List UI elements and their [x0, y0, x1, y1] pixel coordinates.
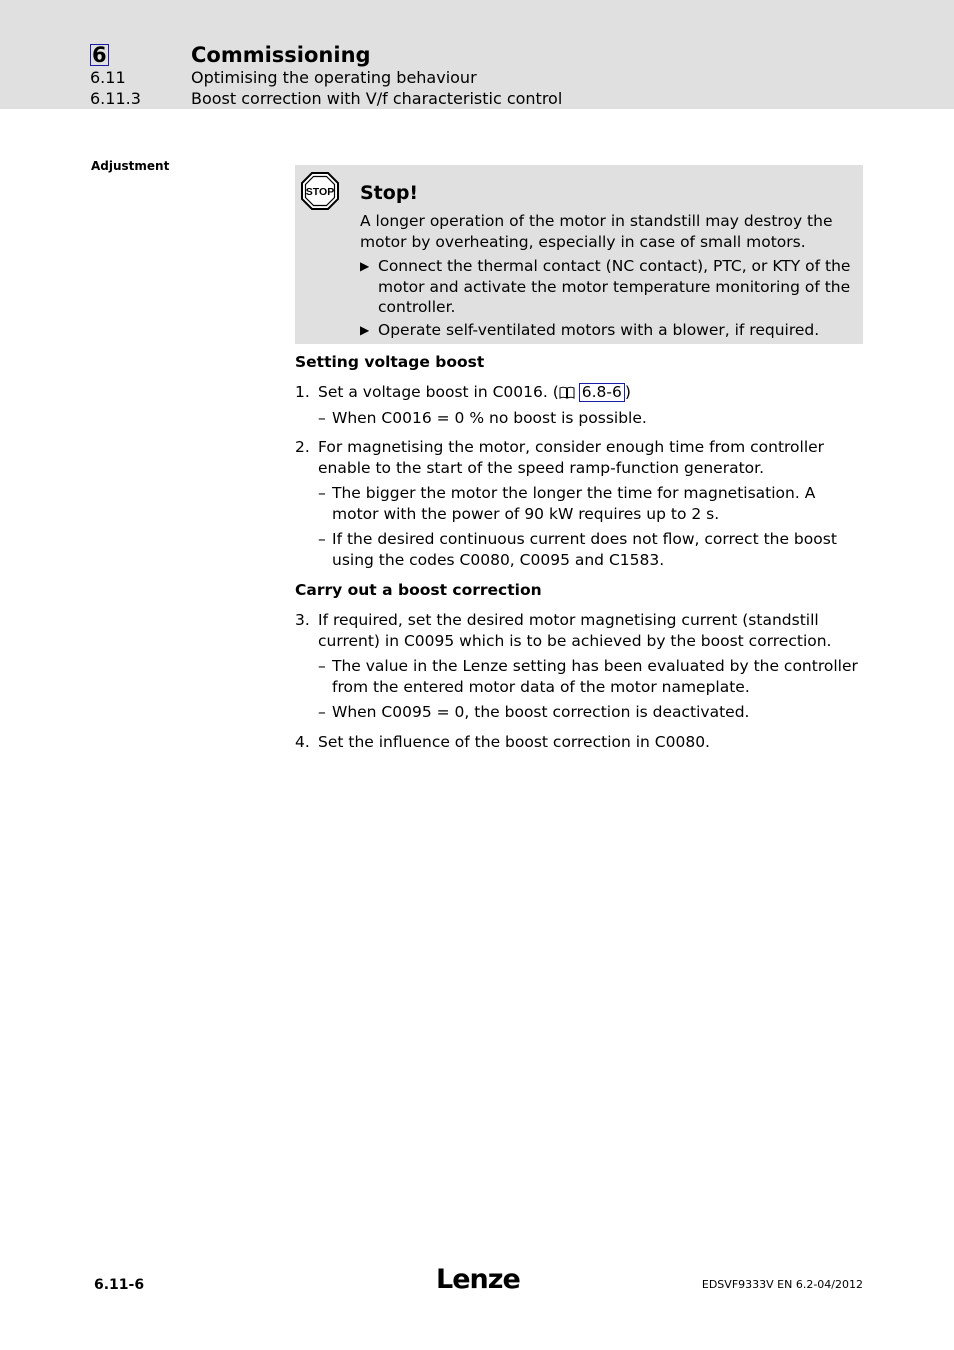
step-number: 3.: [295, 611, 310, 629]
side-label: Adjustment: [91, 159, 170, 173]
step-number: 4.: [295, 733, 310, 751]
section-number: 6.11: [90, 68, 126, 87]
document-id: EDSVF9333V EN 6.2-04/2012: [701, 1278, 863, 1291]
step-3-note: – The value in the Lenze setting has been evaluated by the controller from the entered motor data of the motor nameplate.: [318, 657, 858, 696]
page-reference-link[interactable]: 6.8-6: [579, 383, 625, 402]
step-text: If required, set the desired motor magnetising current (standstill current) in C0095 which is to be achieved by the boost correction.: [318, 611, 832, 650]
bullet-triangle-icon: ▶: [360, 323, 370, 337]
page-header: [0, 0, 954, 109]
note-text: If the desired continuous current does not flow, correct the boost using the codes C0080, C0095 and C1583.: [332, 530, 837, 569]
section-title: Optimising the operating behaviour: [191, 68, 477, 87]
step-text: Set the influence of the boost correction in C0080.: [318, 733, 710, 751]
bullet-triangle-icon: ▶: [360, 259, 370, 273]
setting-voltage-boost-heading: Setting voltage boost: [295, 353, 485, 371]
step-3-note: – When C0095 = 0, the boost correction is deactivated.: [318, 703, 750, 721]
step-4: [295, 732, 865, 753]
subsection-title: Boost correction with V/f characteristic control: [191, 89, 563, 108]
stop-sign-icon: [301, 172, 339, 210]
stop-bullet-item: [360, 320, 860, 341]
step-number: 2.: [295, 438, 310, 456]
svg-text:STOP: STOP: [305, 186, 335, 198]
lenze-logo: Lenze: [436, 1264, 520, 1295]
stop-bullet-item: [360, 256, 860, 318]
step-1-note: – When C0016 = 0 % no boost is possible.: [318, 409, 647, 427]
main-content: [295, 352, 865, 753]
step-3: [295, 610, 865, 652]
note-text: When C0095 = 0, the boost correction is deactivated.: [332, 703, 750, 721]
chapter-title: Commissioning: [191, 43, 371, 67]
stop-title: Stop!: [360, 182, 419, 204]
boost-correction-heading: Carry out a boost correction: [295, 581, 542, 599]
chapter-number-link[interactable]: 6: [92, 43, 107, 67]
stop-text: A longer operation of the motor in standstill may destroy the motor by overheating, especially in case of small motors.: [360, 212, 833, 251]
stop-warning-box: [295, 165, 863, 344]
step-1: 1. Set a voltage boost in C0016. ( 6.8-6 ): [295, 383, 631, 401]
step-2-note: – The bigger the motor the longer the time for magnetisation. A motor with the power of 90 kW requires up to 2 s.: [318, 484, 816, 523]
note-text: The bigger the motor the longer the time for magnetisation. A motor with the power of 90 kW requires up to 2 s.: [332, 484, 816, 523]
stop-bullet-text: Operate self-ventilated motors with a blower, if required.: [378, 321, 820, 339]
note-text: When C0016 = 0 % no boost is possible.: [332, 409, 647, 427]
step-2: [295, 437, 865, 479]
step-number: 1.: [295, 383, 310, 401]
step-text: For magnetising the motor, consider enough time from controller enable to the start of the speed ramp-function generator.: [318, 438, 825, 477]
note-text: The value in the Lenze setting has been evaluated by the controller from the entered motor data of the motor nameplate.: [332, 657, 858, 696]
subsection-number: 6.11.3: [90, 89, 141, 108]
step-text: Set a voltage boost in C0016. (: [318, 383, 559, 401]
page-number: 6.11-6: [94, 1277, 145, 1293]
stop-bullet-text: Connect the thermal contact (NC contact), PTC, or KTY of the motor and activate the motor temperature monitoring of the controller.: [378, 257, 851, 316]
book-icon: [559, 386, 575, 399]
step-2-note: – If the desired continuous current does not flow, correct the boost using the codes C0080, C0095 and C1583.: [318, 530, 837, 569]
